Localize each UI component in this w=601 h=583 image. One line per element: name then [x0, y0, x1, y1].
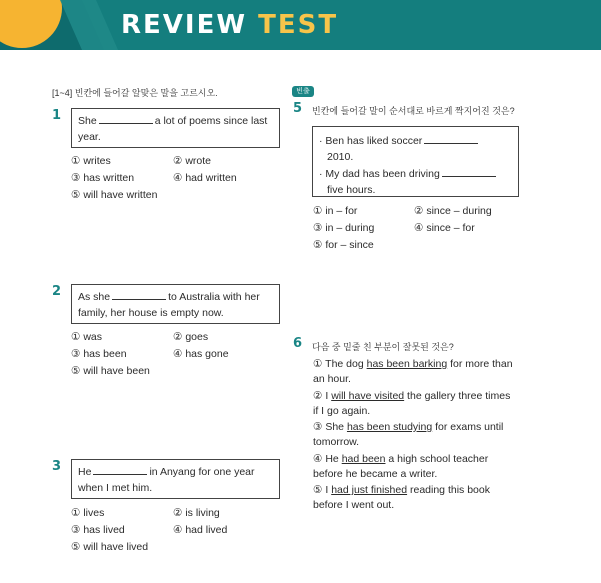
q5-option-5[interactable]: ⑤ for – since — [313, 239, 374, 251]
q2-option-5[interactable]: ⑤ will have been — [71, 365, 150, 377]
q6-option-4-underlined: had been — [341, 453, 386, 465]
q3-option-2[interactable]: ② is living — [173, 507, 220, 519]
q1-option-2[interactable]: ② wrote — [173, 155, 212, 167]
q3-option-3[interactable]: ③ has lived — [71, 524, 125, 536]
q2-options — [71, 329, 271, 381]
question-5-box — [312, 126, 519, 197]
question-2-box — [71, 284, 280, 324]
q3-options — [71, 505, 271, 557]
question-number-5: 5 — [293, 101, 303, 116]
q6-option-4-pre: He — [325, 453, 342, 465]
q5-question: 빈칸에 들어갈 말이 순서대로 바르게 짝지어진 것은? — [312, 106, 515, 116]
q3-blank — [93, 463, 147, 475]
question-number-1: 1 — [52, 108, 62, 123]
q1-text-after: a lot of poems since last year. — [78, 115, 268, 143]
question-number-2: 2 — [52, 284, 62, 299]
q6-option-5-num: ⑤ — [313, 484, 323, 496]
question-number-3: 3 — [52, 459, 62, 474]
q6-option-3-post: for exams until tomorrow. — [313, 421, 504, 448]
question-number-6: 6 — [293, 336, 303, 351]
q6-option-5-underlined: had just finished — [331, 484, 408, 496]
q5-blank-1 — [424, 132, 478, 144]
q6-option-2[interactable] — [313, 389, 513, 419]
q5-line1-before: · Ben has liked soccer — [319, 135, 423, 147]
title-word-test: TEST — [258, 10, 339, 40]
q5-line2-before: · My dad has been driving — [319, 168, 440, 180]
q6-option-1-underlined: has been barking — [366, 358, 448, 370]
q5-options — [313, 203, 523, 255]
q6-option-2-pre: I — [325, 390, 332, 402]
q6-option-2-num: ② — [313, 390, 323, 402]
q1-option-3[interactable]: ③ has written — [71, 172, 135, 184]
q5-blank-2 — [442, 165, 496, 177]
q6-option-4-post: a high school teacher before he became a writer. — [313, 453, 489, 480]
q6-option-1[interactable] — [313, 357, 513, 387]
q3-option-1[interactable]: ① lives — [71, 507, 105, 519]
q3-option-5[interactable]: ⑤ will have lived — [71, 541, 149, 553]
q6-option-2-underlined: will have visited — [331, 390, 405, 402]
q6-option-2-post: the gallery three times if I go again. — [313, 390, 511, 417]
q1-option-1[interactable]: ① writes — [71, 155, 111, 167]
q6-option-4[interactable] — [313, 452, 513, 482]
q6-question: 다음 중 밑줄 친 부분이 잘못된 것은? — [312, 342, 454, 352]
frequent-badge: 빈출 — [292, 86, 314, 97]
q6-option-3-pre: She — [325, 421, 347, 433]
q1-options — [71, 153, 271, 205]
q1-option-5[interactable]: ⑤ will have written — [71, 189, 158, 201]
q6-option-3[interactable] — [313, 420, 513, 450]
q3-text-after: in Anyang for one year when I met him. — [78, 466, 255, 494]
q5-option-2[interactable]: ② since – during — [414, 205, 492, 217]
q1-blank — [99, 112, 153, 124]
q5-line1-after: 2010. — [327, 151, 354, 163]
q1-option-4[interactable]: ④ had written — [173, 172, 237, 184]
page-title — [121, 9, 338, 41]
q6-option-1-post: for more than an hour. — [313, 358, 513, 385]
q2-option-1[interactable]: ① was — [71, 331, 103, 343]
q3-text-before: He — [78, 466, 92, 478]
q2-blank — [112, 288, 166, 300]
q5-option-1[interactable]: ① in – for — [313, 205, 358, 217]
q1-text-before: She — [78, 115, 97, 127]
q5-option-3[interactable]: ③ in – during — [313, 222, 375, 234]
q2-text-after: to Australia with her family, her house is empty now. — [78, 291, 260, 319]
q2-option-4[interactable]: ④ has gone — [173, 348, 229, 360]
q6-option-3-underlined: has been studying — [346, 421, 433, 433]
q6-option-5-pre: I — [325, 484, 332, 496]
q5-option-4[interactable]: ④ since – for — [414, 222, 475, 234]
q6-option-1-num: ① — [313, 358, 323, 370]
q5-line2-after: five hours. — [327, 184, 376, 196]
q2-option-3[interactable]: ③ has been — [71, 348, 127, 360]
q2-text-before: As she — [78, 291, 111, 303]
q3-option-4[interactable]: ④ had lived — [173, 524, 228, 536]
q6-option-4-num: ④ — [313, 453, 323, 465]
q6-option-5[interactable] — [313, 483, 513, 513]
title-word-review: REVIEW — [121, 10, 248, 40]
q2-option-2[interactable]: ② goes — [173, 331, 209, 343]
q6-option-1-pre: The dog — [325, 358, 367, 370]
question-3-box — [71, 459, 280, 499]
q6-option-3-num: ③ — [313, 421, 323, 433]
q6-option-5-post: reading this book before I went out. — [313, 484, 490, 511]
question-1-box — [71, 108, 280, 148]
section-instruction: [1~4] 빈칸에 들어갈 알맞은 말을 고르시오. — [52, 88, 218, 98]
